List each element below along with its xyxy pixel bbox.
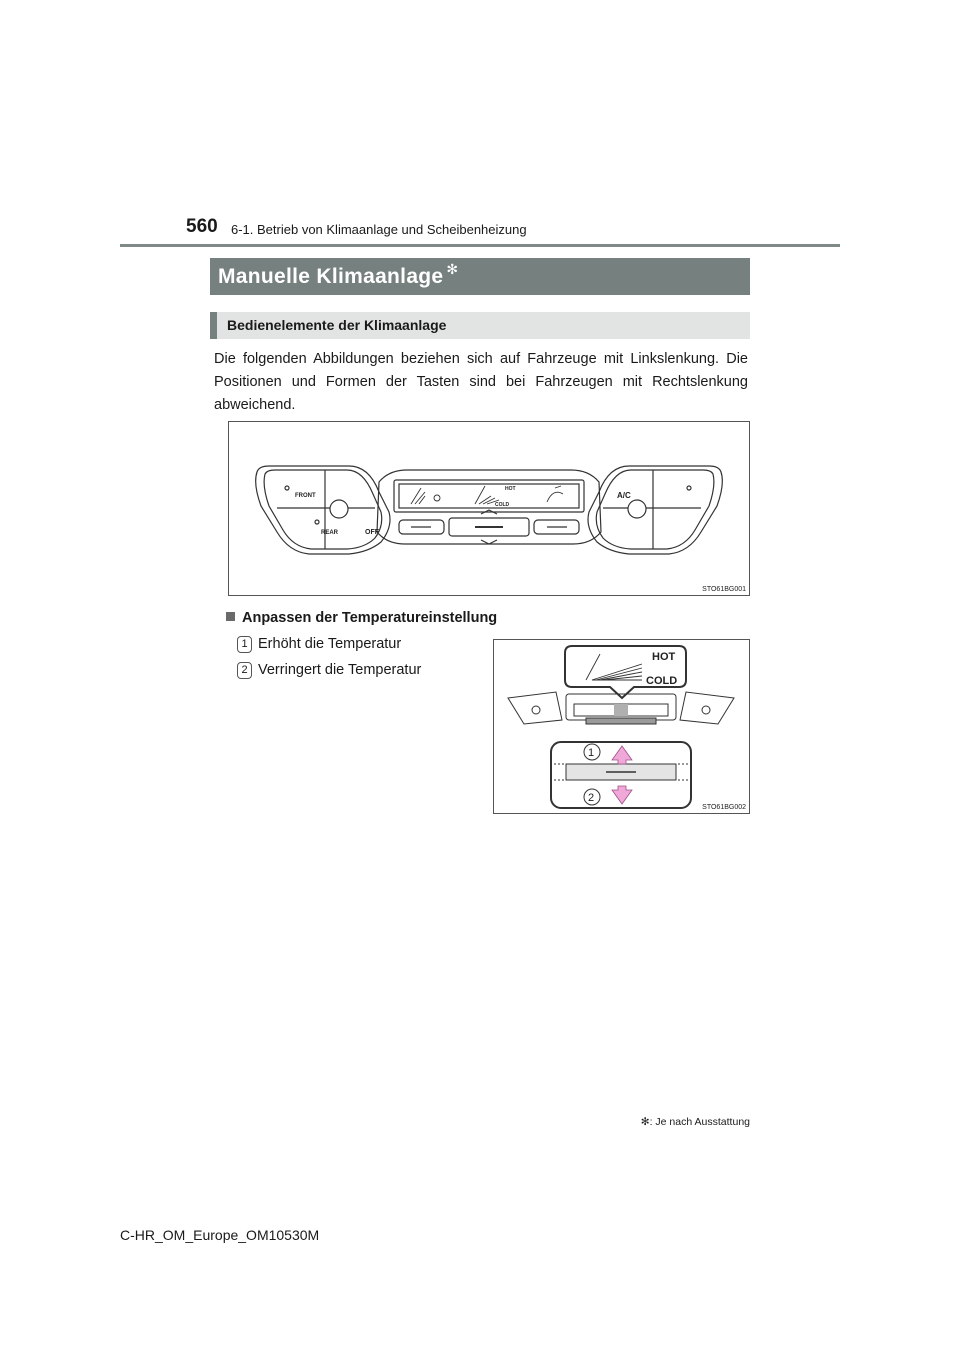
section-heading-text: Anpassen der Temperatureinstellung	[242, 610, 498, 626]
document-id: C-HR_OM_Europe_OM10530M	[120, 1227, 320, 1243]
climate-panel-illustration	[229, 422, 749, 595]
footnote	[641, 1116, 750, 1128]
label-rear: REAR	[321, 530, 339, 536]
figure-code: STO61BG002	[702, 804, 746, 811]
step-item	[237, 662, 421, 679]
figure-code: STO61BG001	[702, 586, 746, 593]
subheading: Bedienelemente der Klimaanlage	[210, 312, 750, 339]
step-number: 2	[237, 662, 252, 679]
page-number: 560	[186, 216, 218, 237]
temperature-illustration	[494, 640, 749, 813]
step-text: Verringert die Temperatur	[258, 662, 422, 678]
running-head: 6-1. Betrieb von Klimaanlage und Scheibenheizung	[231, 222, 527, 237]
label-hot: HOT	[652, 651, 676, 663]
step-item	[237, 636, 401, 653]
asterisk-icon: ✻	[446, 261, 459, 277]
callout-number-1: 1	[588, 747, 595, 759]
label-ac: A/C	[617, 491, 631, 500]
page-title	[210, 258, 750, 295]
footnote-text: : Je nach Ausstattung	[649, 1116, 750, 1128]
square-bullet-icon	[226, 612, 235, 621]
page-title-text: Manuelle Klimaanlage	[218, 265, 444, 288]
callout-number-2: 2	[588, 792, 595, 804]
label-cold-small: COLD	[495, 502, 510, 508]
step-number: 1	[237, 636, 252, 653]
figure-climate-panel	[228, 421, 750, 596]
intro-paragraph: Die folgenden Abbildungen beziehen sich auf Fahrzeuge mit Linkslenkung. Die Positionen und Formen der Tasten sind bei Fahrzeugen mit Rechtslenkung abweichend.	[214, 351, 748, 413]
label-hot-small: HOT	[505, 486, 516, 492]
header-rule	[120, 244, 840, 247]
section-heading	[226, 610, 497, 626]
figure-temperature-control	[493, 639, 750, 814]
label-off: OFF	[365, 529, 379, 536]
arrow-up-icon	[612, 746, 632, 764]
arrow-down-icon	[612, 786, 632, 804]
step-text: Erhöht die Temperatur	[258, 636, 402, 652]
label-cold: COLD	[646, 675, 678, 687]
asterisk-icon: ✻	[640, 1116, 650, 1128]
label-front: FRONT	[295, 493, 316, 499]
